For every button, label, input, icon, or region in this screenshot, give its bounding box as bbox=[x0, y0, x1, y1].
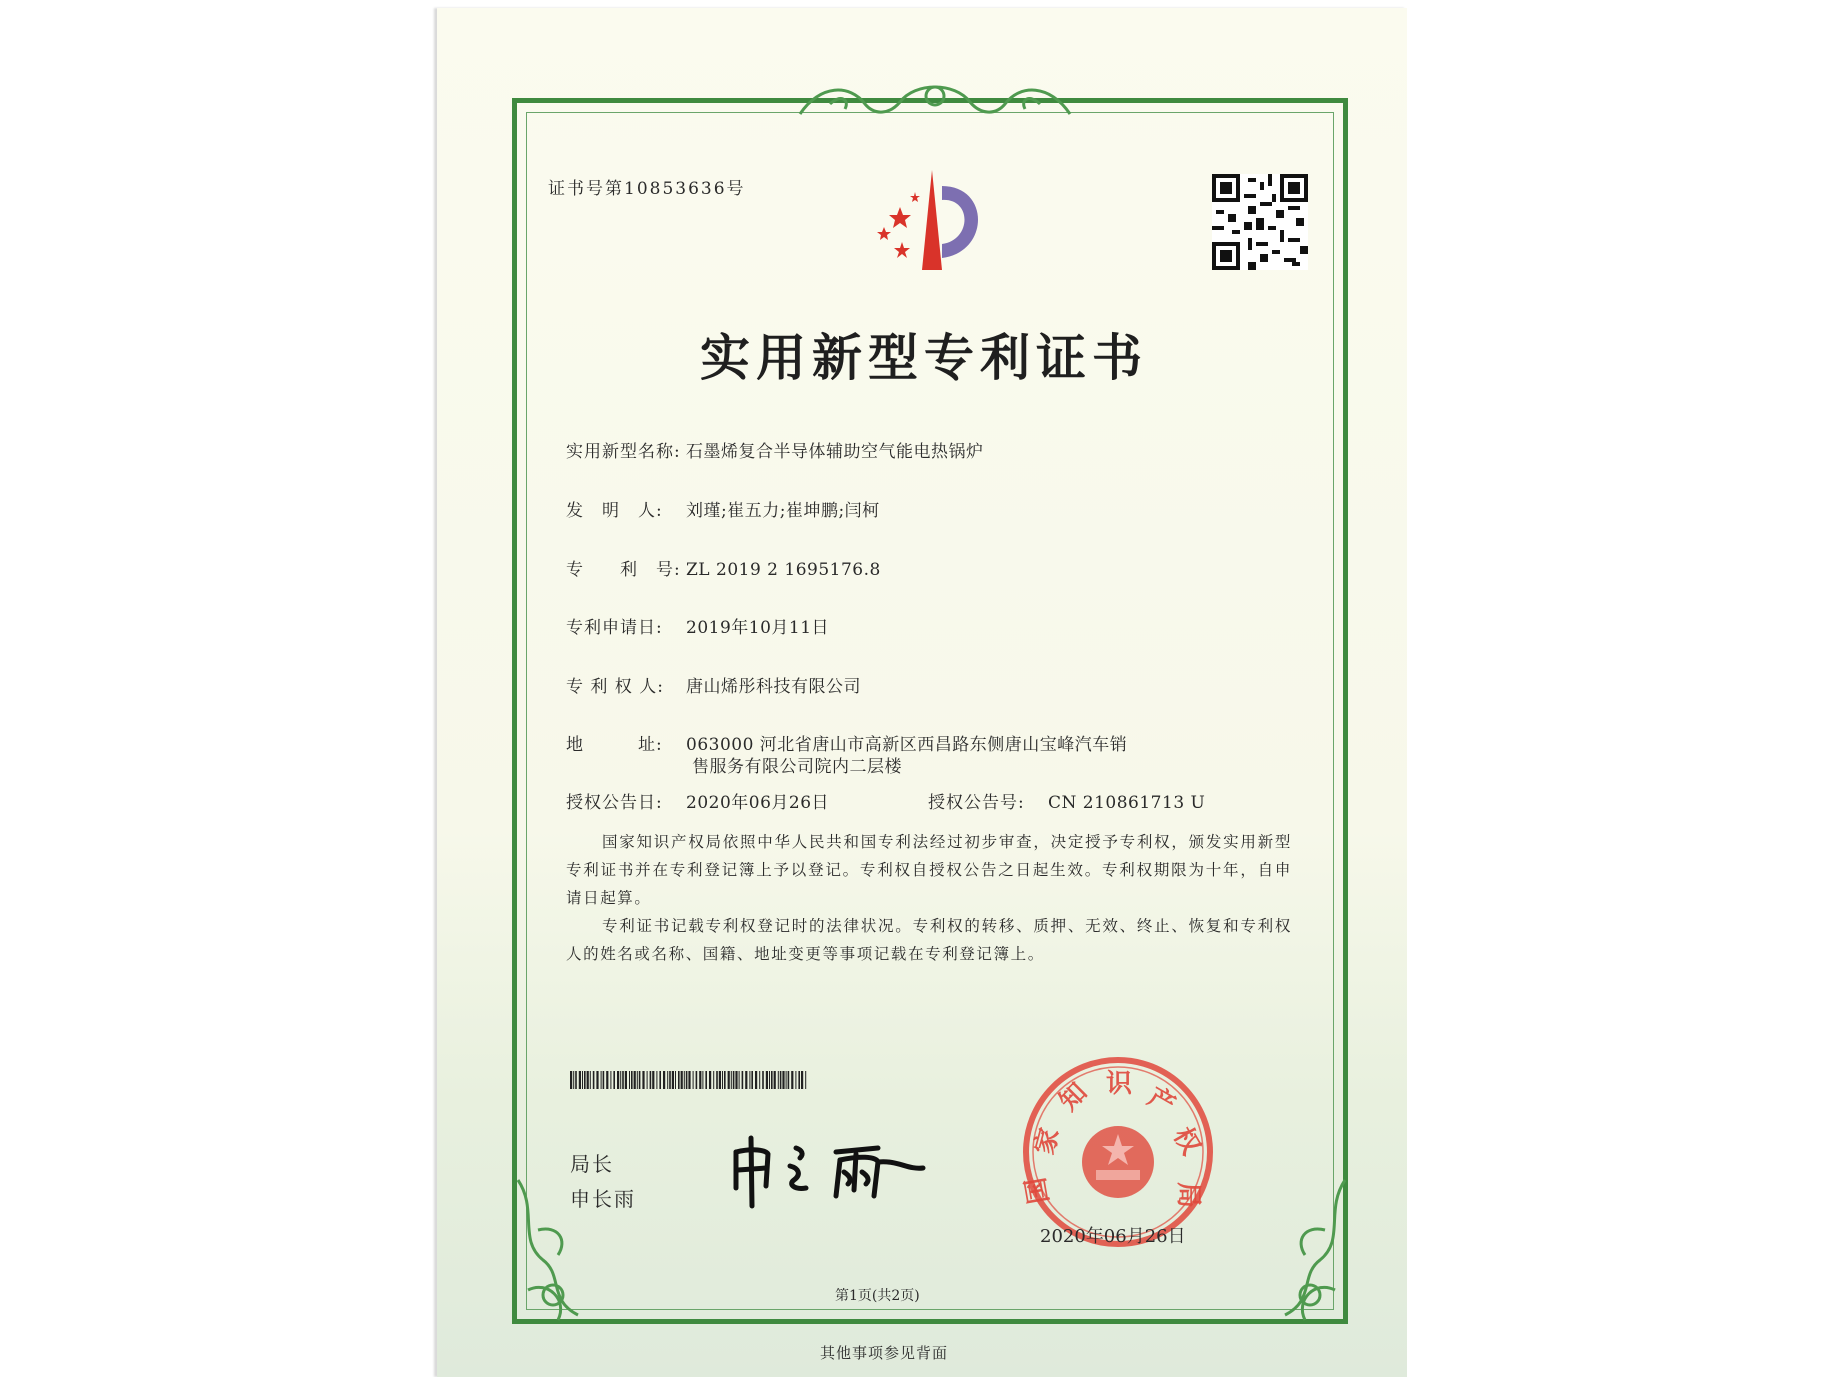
bottom-right-ornament bbox=[1225, 1170, 1355, 1330]
patentee-value: 唐山烯彤科技有限公司 bbox=[686, 677, 861, 697]
handwritten-signature bbox=[728, 1130, 938, 1210]
barcode-bar bbox=[663, 1071, 665, 1089]
grant-number-label: 授权公告号: bbox=[928, 793, 1025, 813]
barcode-bar bbox=[575, 1071, 577, 1089]
certificate-number: 证书号第10853636号 bbox=[548, 179, 746, 199]
barcode-bar bbox=[696, 1071, 698, 1089]
barcode-bar bbox=[705, 1071, 707, 1089]
barcode-bar bbox=[631, 1071, 633, 1089]
barcode-bar bbox=[570, 1071, 572, 1089]
barcode-bar bbox=[693, 1071, 694, 1089]
address-value-line2: 售服务有限公司院内二层楼 bbox=[692, 757, 902, 777]
address-value-line1: 063000 河北省唐山市高新区西昌路东侧唐山宝峰汽车销 bbox=[686, 735, 1128, 755]
notice-paragraph-2: 专利证书记载专利权登记时的法律状况。专利权的转移、质押、无效、终止、恢复和专利权人的姓名或名称、国籍、地址变更等事项记载在专利登记簿上。 bbox=[566, 917, 1292, 963]
barcode-bar bbox=[791, 1071, 793, 1089]
notice-paragraph-1: 国家知识产权局依照中华人民共和国专利法经过初步审查，决定授予专利权，颁发实用新型专利证书并在专利登记簿上予以登记。专利权自授权公告之日起生效。专利权期限为十年，自申请日起算。 bbox=[566, 833, 1292, 907]
svg-text:局: 局 bbox=[1173, 1182, 1203, 1209]
barcode-bar bbox=[771, 1071, 773, 1089]
barcode-bar bbox=[782, 1071, 784, 1089]
patent-number-value: ZL 2019 2 1695176.8 bbox=[686, 560, 881, 580]
barcode-bar bbox=[617, 1071, 619, 1089]
barcode-bar bbox=[731, 1071, 732, 1089]
inventor-label: 发 明 人: bbox=[566, 501, 663, 521]
barcode-bar bbox=[686, 1071, 688, 1089]
filing-date-value: 2019年10月11日 bbox=[686, 618, 830, 638]
svg-text:产: 产 bbox=[1142, 1082, 1181, 1122]
svg-text:国: 国 bbox=[1020, 1175, 1055, 1206]
barcode-bar bbox=[669, 1071, 671, 1089]
filing-date-label: 专利申请日: bbox=[566, 618, 663, 638]
address-label: 地 址: bbox=[566, 735, 663, 755]
barcode-bar bbox=[659, 1071, 661, 1089]
barcode-bar bbox=[637, 1071, 638, 1089]
barcode-bar bbox=[656, 1071, 657, 1089]
field-patentee bbox=[566, 672, 861, 697]
field-grant-number bbox=[928, 788, 1205, 813]
patent-number-label: 专 利 号: bbox=[566, 560, 681, 580]
footer-note: 其他事项参见背面 bbox=[820, 1344, 949, 1362]
barcode-bar bbox=[667, 1071, 668, 1089]
barcode-bar bbox=[805, 1071, 806, 1089]
barcode-bar bbox=[629, 1071, 630, 1089]
barcode-bar bbox=[716, 1071, 718, 1089]
barcode-bar bbox=[587, 1071, 589, 1089]
barcode-bar bbox=[755, 1071, 757, 1089]
barcode-bar bbox=[795, 1071, 796, 1089]
barcode-bar bbox=[733, 1071, 735, 1089]
barcode-bar bbox=[639, 1071, 641, 1089]
barcode-bar bbox=[719, 1071, 721, 1089]
barcode-bar bbox=[786, 1071, 787, 1089]
barcode-bar bbox=[742, 1071, 744, 1089]
barcode-bar bbox=[724, 1071, 726, 1089]
barcode-bar bbox=[681, 1071, 683, 1089]
top-ornament bbox=[790, 74, 1080, 124]
barcode-bar bbox=[652, 1071, 654, 1089]
barcode bbox=[570, 1071, 810, 1089]
barcode-bar bbox=[778, 1071, 779, 1089]
barcode-bar bbox=[590, 1071, 591, 1089]
barcode-bar bbox=[780, 1071, 782, 1089]
barcode-bar bbox=[675, 1071, 676, 1089]
grant-date-value: 2020年06月26日 bbox=[686, 793, 830, 813]
barcode-bar bbox=[625, 1071, 627, 1089]
barcode-bar bbox=[634, 1071, 636, 1089]
barcode-bar bbox=[606, 1071, 608, 1089]
grant-number-value: CN 210861713 U bbox=[1048, 793, 1206, 813]
barcode-bar bbox=[610, 1071, 611, 1089]
field-grant-date bbox=[566, 788, 829, 813]
patent-office-logo bbox=[860, 162, 1010, 282]
barcode-bar bbox=[642, 1071, 644, 1089]
barcode-bar bbox=[672, 1071, 674, 1089]
barcode-bar bbox=[759, 1071, 760, 1089]
seal-date: 2020年06月26日 bbox=[1040, 1226, 1186, 1247]
barcode-bar bbox=[728, 1071, 730, 1089]
barcode-bar bbox=[620, 1071, 621, 1089]
barcode-bar bbox=[579, 1071, 581, 1089]
barcode-bar bbox=[709, 1071, 711, 1089]
barcode-bar bbox=[699, 1071, 701, 1089]
director-title: 局长 bbox=[570, 1152, 614, 1176]
barcode-bar bbox=[749, 1071, 750, 1089]
barcode-bar bbox=[601, 1071, 602, 1089]
certificate-title: 实用新型专利证书 bbox=[700, 328, 1148, 387]
barcode-bar bbox=[751, 1071, 753, 1089]
svg-text:知: 知 bbox=[1053, 1077, 1094, 1117]
barcode-bar bbox=[684, 1071, 685, 1089]
barcode-bar bbox=[713, 1071, 714, 1089]
field-inventor bbox=[566, 496, 880, 521]
barcode-bar bbox=[593, 1071, 595, 1089]
inventor-value: 刘瑾;崔五力;崔坤鹏;闫柯 bbox=[686, 501, 880, 521]
field-patent-number bbox=[566, 555, 881, 580]
page-indicator: 第1页(共2页) bbox=[835, 1288, 920, 1304]
barcode-bar bbox=[788, 1071, 790, 1089]
patentee-label: 专 利 权 人: bbox=[566, 677, 664, 697]
barcode-bar bbox=[622, 1071, 624, 1089]
barcode-bar bbox=[745, 1071, 747, 1089]
barcode-bar bbox=[739, 1071, 740, 1089]
utility-model-name-label: 实用新型名称: bbox=[566, 442, 681, 462]
field-utility-model-name bbox=[566, 437, 984, 462]
barcode-bar bbox=[584, 1071, 586, 1089]
notice-text bbox=[566, 828, 1292, 968]
barcode-bar bbox=[688, 1071, 690, 1089]
barcode-bar bbox=[766, 1071, 768, 1089]
barcode-bar bbox=[573, 1071, 574, 1089]
barcode-bar bbox=[650, 1071, 652, 1089]
utility-model-name-value: 石墨烯复合半导体辅助空气能电热锅炉 bbox=[686, 442, 984, 462]
barcode-bar bbox=[603, 1071, 605, 1089]
barcode-bar bbox=[769, 1071, 770, 1089]
director-name: 申长雨 bbox=[570, 1187, 636, 1211]
svg-text:权: 权 bbox=[1166, 1122, 1206, 1161]
barcode-bar bbox=[762, 1071, 764, 1089]
svg-text:家: 家 bbox=[1029, 1124, 1066, 1158]
barcode-bar bbox=[801, 1071, 803, 1089]
barcode-bar bbox=[647, 1071, 648, 1089]
barcode-bar bbox=[798, 1071, 800, 1089]
barcode-bar bbox=[613, 1071, 615, 1089]
barcode-bar bbox=[735, 1071, 737, 1089]
barcode-bar bbox=[774, 1071, 776, 1089]
grant-date-label: 授权公告日: bbox=[566, 793, 663, 813]
barcode-bar bbox=[702, 1071, 703, 1089]
svg-text:识: 识 bbox=[1106, 1069, 1133, 1099]
barcode-bar bbox=[722, 1071, 723, 1089]
barcode-bar bbox=[596, 1071, 598, 1089]
qr-code bbox=[1212, 174, 1308, 270]
barcode-bar bbox=[582, 1071, 583, 1089]
barcode-bar bbox=[678, 1071, 680, 1089]
field-filing-date bbox=[566, 613, 829, 638]
